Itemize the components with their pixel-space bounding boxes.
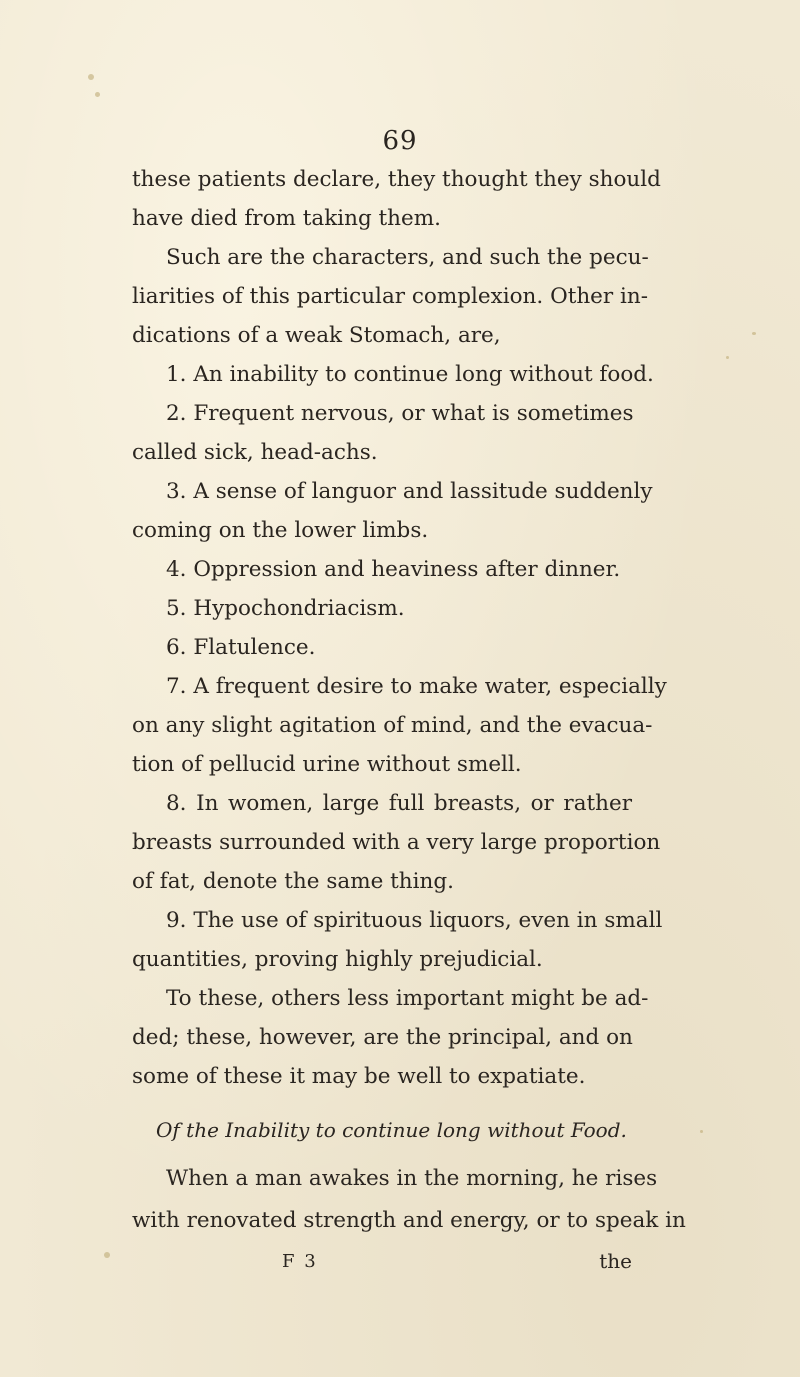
text-line: liarities of this particular complexion. Other in- — [132, 284, 648, 309]
list-item: 6. Flatulence. — [166, 635, 316, 660]
signature-mark: F 3 — [282, 1251, 318, 1272]
list-item: 4. Oppression and heaviness after dinner. — [166, 557, 621, 582]
paper-speck — [726, 356, 729, 359]
paper-speck — [700, 1130, 703, 1133]
text-line: ded; these, however, are the principal, and on — [132, 1025, 633, 1050]
paper-speck — [95, 92, 100, 97]
list-item: 5. Hypochondriacism. — [166, 596, 405, 621]
text-line: these patients declare, they thought they should — [132, 167, 661, 192]
text-line: of fat, denote the same thing. — [132, 869, 454, 894]
paper-speck — [752, 332, 756, 335]
body-text — [132, 160, 686, 1281]
text-line: have died from taking them. — [132, 206, 441, 231]
page-number: 69 — [382, 126, 418, 156]
list-item: 7. A frequent desire to make water, especially — [166, 674, 667, 699]
text-line: quantities, proving highly prejudicial. — [132, 947, 543, 972]
text-line: When a man awakes in the morning, he rises — [166, 1166, 658, 1191]
paper-speck — [88, 74, 94, 80]
list-item: 3. A sense of languor and lassitude suddenly — [166, 479, 653, 504]
text-line: dications of a weak Stomach, are, — [132, 323, 501, 348]
list-item: 8. In women, large full breasts, or rather — [166, 791, 632, 816]
text-line: coming on the lower limbs. — [132, 518, 429, 543]
text-line: To these, others less important might be ad- — [166, 986, 649, 1011]
text-line: Such are the characters, and such the pecu- — [166, 245, 649, 270]
text-line: some of these it may be well to expatiate. — [132, 1064, 586, 1089]
text-line: called sick, head-achs. — [132, 440, 378, 465]
list-item: 1. An inability to continue long without food. — [166, 362, 654, 387]
text-line: with renovated strength and energy, or to speak in — [132, 1208, 686, 1233]
list-item: 9. The use of spirituous liquors, even in small — [166, 908, 663, 933]
paper-speck — [104, 1252, 110, 1258]
text-line: tion of pellucid urine without smell. — [132, 752, 522, 777]
text-line: on any slight agitation of mind, and the evacua- — [132, 713, 653, 738]
text-line: breasts surrounded with a very large proportion — [132, 830, 661, 855]
section-heading: Of the Inability to continue long without Food. — [156, 1118, 627, 1142]
list-item: 2. Frequent nervous, or what is sometimes — [166, 401, 634, 426]
catchword: the — [599, 1249, 632, 1273]
page-footer — [132, 1242, 632, 1281]
